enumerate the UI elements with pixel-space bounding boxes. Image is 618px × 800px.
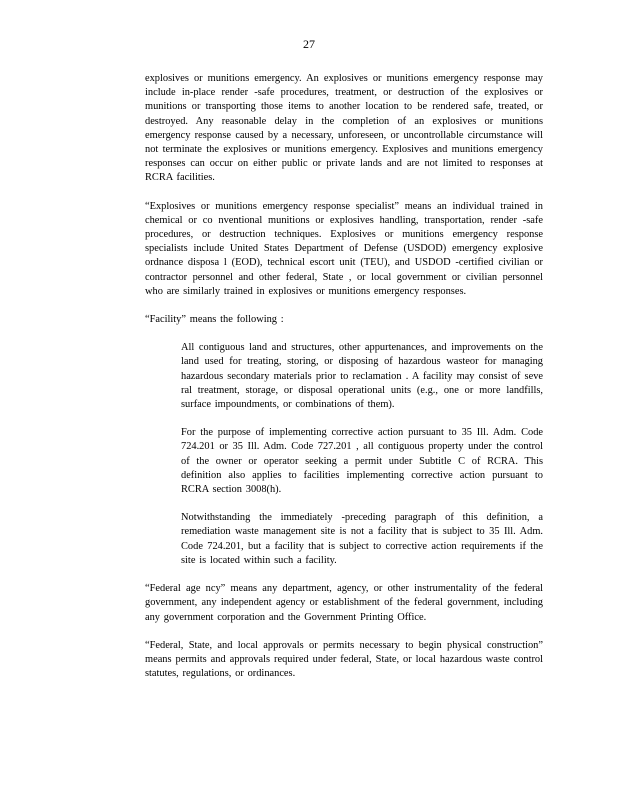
paragraph-explosives-emergency-continued: explosives or munitions emergency. An explosives or munitions emergency response may include in-place render -safe procedures, treatment, or destruction of the explosives or munitions or transporting those items to another location to be rendered safe, treated, or destroyed. Any reasonable delay in the completion of an explosives or munitions emergency response caused by a necessary, unforeseen, or uncontrollable circumstance will not terminate the explosives or munitions emergency. Explosives and munitions emergency responses can occur on either public or private lands and are not limited to responses at RCRA facilities. (145, 73, 543, 184)
definition-federal-agency: “Federal age ncy” means any department, agency, or other instrumentality of the federal government, any independent agency or establishment of the federal government, including any government corporation and the Government Printing Office. (145, 583, 543, 623)
facility-subparagraph-3: Notwithstanding the immediately -preceding paragraph of this definition, a remediation waste management site is not a facility that is subject to 35 Ill. Adm. Code 724.201, but a facility that is subject to corrective action requirements if the site is located within such a facility. (181, 512, 543, 566)
page-number: 27 (303, 37, 315, 51)
facility-subparagraph-1: All contiguous land and structures, other appurtenances, and improvements on the land used for treating, storing, or disposing of hazardous wasteor for managing hazardous secondary materials prior to reclamation . A facility may consist of seve ral treatment, storage, or disposal operational units (e.g., one or more landfills, surface impoundments, or combinations of them). (181, 342, 543, 411)
facility-subparagraph-2: For the purpose of implementing corrective action pursuant to 35 Ill. Adm. Code 724.201 or 35 Ill. Adm. Code 727.201 , all contiguous property under the control of the owner or operator seeking a permit under Subtitle C of RCRA. This definition also applies to facilities implementing corrective action pursuant to RCRA section 3008(h). (181, 427, 543, 496)
definition-explosives-response-specialist: “Explosives or munitions emergency response specialist” means an individual trained in chemical or co nventional munitions or explosives handling, transportation, render -safe procedures, or destruction techniques. Explosives or munitions emergency response specialists include United States Department of Defense (USDOD) emergency explosive ordnance disposa l (EOD), technical escort unit (TEU), and USDOD -certified civilian or contractor personnel and other federal, State , or local government or civilian personnel who are similarly trained in explosives or munitions emergency responses. (145, 200, 543, 297)
definition-federal-state-local-approvals: “Federal, State, and local approvals or permits necessary to begin physical construction” means permits and approvals required under federal, State, or local hazardous waste control statutes, regulations, or ordinances. (145, 639, 543, 680)
definition-facility-heading: “Facility” means the following : (145, 314, 284, 326)
page-body (145, 72, 543, 681)
